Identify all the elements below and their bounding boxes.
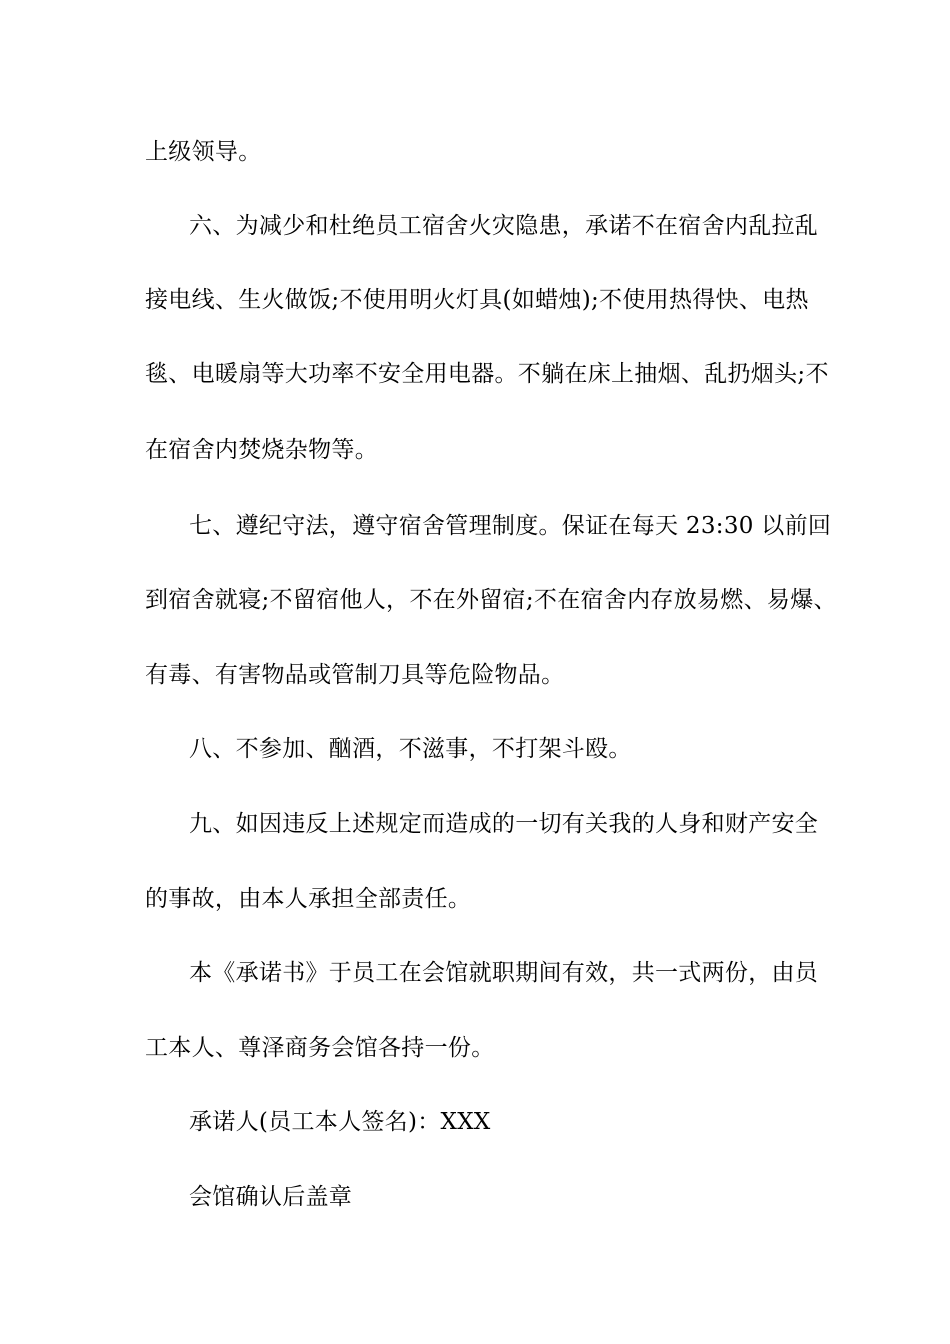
clause-seven-line-1: 七、遵纪守法，遵守宿舍管理制度。保证在每天 23:30 以前回 bbox=[189, 513, 832, 539]
seal-line: 会馆确认后盖章 bbox=[189, 1184, 353, 1210]
clause-six-line-2: 接电线、生火做饭;不使用明火灯具(如蜡烛);不使用热得快、电热 bbox=[145, 287, 809, 313]
clause-nine-line-1: 九、如因违反上述规定而造成的一切有关我的人身和财产安全 bbox=[189, 811, 819, 837]
clause-seven-line-2: 到宿舍就寝;不留宿他人，不在外留宿;不在宿舍内存放易燃、易爆、 bbox=[145, 587, 837, 613]
validity-line-2: 工本人、尊泽商务会馆各持一份。 bbox=[145, 1035, 495, 1061]
clause-seven-line-3: 有毒、有害物品或管制刀具等危险物品。 bbox=[145, 662, 565, 688]
signature-line: 承诺人(员工本人签名)：XXX bbox=[189, 1109, 491, 1135]
text-line-1: 上级领导。 bbox=[145, 139, 262, 165]
clause-six-line-1: 六、为减少和杜绝员工宿舍火灾隐患，承诺不在宿舍内乱拉乱 bbox=[189, 213, 819, 239]
clause-six-line-4: 在宿舍内焚烧杂物等。 bbox=[145, 437, 378, 463]
clause-nine-line-2: 的事故，由本人承担全部责任。 bbox=[145, 886, 472, 912]
validity-line-1: 本《承诺书》于员工在会馆就职期间有效，共一式两份，由员 bbox=[189, 960, 819, 986]
clause-six-line-3: 毯、电暖扇等大功率不安全用电器。不躺在床上抽烟、乱扔烟头;不 bbox=[145, 361, 829, 387]
clause-eight-line-1: 八、不参加、酗酒，不滋事，不打架斗殴。 bbox=[189, 736, 632, 762]
